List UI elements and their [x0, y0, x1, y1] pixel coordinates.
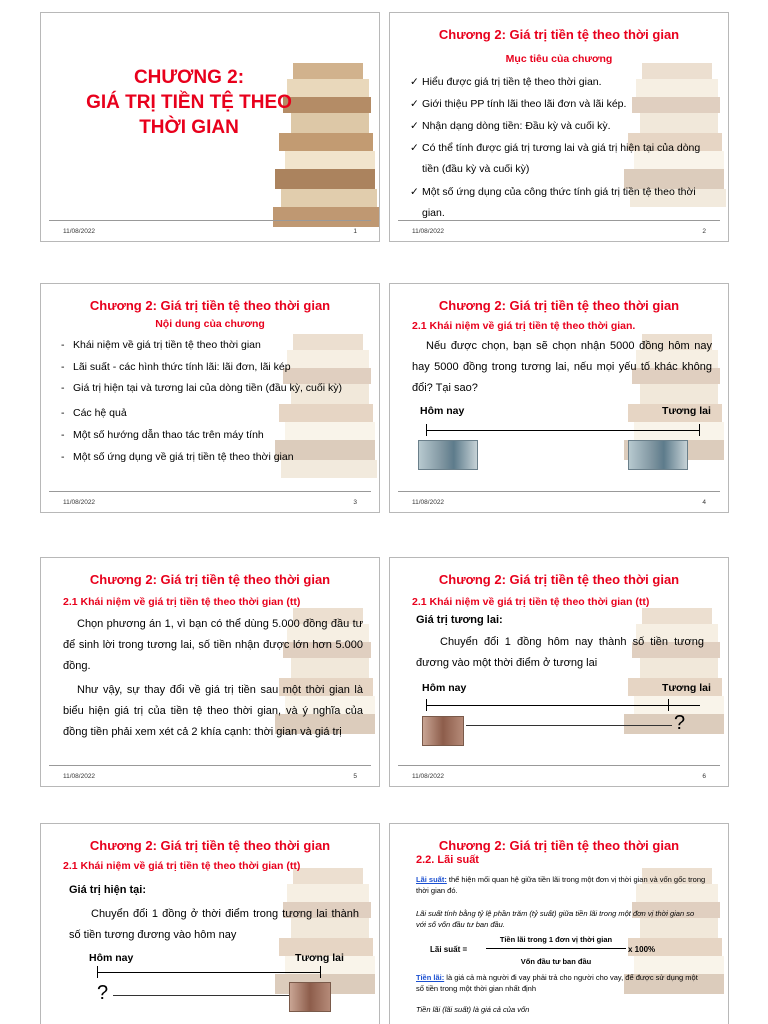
footer-divider [49, 491, 371, 492]
slide-number: 5 [353, 773, 357, 780]
slide-1[interactable] [40, 12, 380, 242]
list-item: - Các hệ quả [61, 407, 127, 419]
footer-divider [49, 220, 371, 221]
list-item: - Giá trị hiện tại và tương lai của dòng tiền (đầu kỳ, cuối kỳ) [61, 382, 342, 394]
timeline-tick-start [426, 699, 427, 711]
formula-denominator: Vốn đầu tư ban đầu [520, 957, 592, 966]
slide-2[interactable] [389, 12, 729, 242]
list-item: - Lãi suất - các hình thức tính lãi: lãi đơn, lãi kép [61, 361, 291, 373]
slide-date: 11/08/2022 [412, 773, 445, 780]
present-value-description: Chuyển đổi 1 đồng ở thời điểm trong tương lai thành số tiền tương đương vào hôm nay [69, 908, 359, 941]
title-line-2: GIÁ TRỊ TIỀN TỆ THEO [86, 92, 292, 113]
subheading: Giá trị tương lai: [416, 614, 503, 626]
timeline-line [426, 705, 700, 706]
list-item: ✓ Giới thiệu PP tính lãi theo lãi đơn và lãi kép. [410, 98, 627, 110]
timeline-tick-start [97, 966, 98, 978]
section-heading: 2.1 Khái niệm về giá trị tiền tệ theo thời gian (tt) [412, 596, 650, 608]
title-line-1: CHƯƠNG 2: [133, 67, 245, 88]
footer-divider [398, 220, 720, 221]
check-icon: ✓ [410, 76, 419, 88]
slide-title: Chương 2: Giá trị tiền tệ theo thời gian [89, 572, 331, 587]
slide-7[interactable] [40, 823, 380, 1024]
today-label: Hôm nay [420, 405, 465, 417]
today-label: Hôm nay [422, 682, 467, 694]
term-interest-rate: Lãi suất: [416, 875, 447, 884]
section-heading: 2.1 Khái niệm về giá trị tiền tệ theo thời gian (tt) [63, 860, 301, 872]
slide-title: Chương 2: Giá trị tiền tệ theo thời gian [89, 838, 331, 853]
unknown-value-mark: ? [674, 712, 686, 734]
slide-title: Chương 2: Giá trị tiền tệ theo thời gian [438, 572, 680, 587]
slide-number: 2 [702, 228, 706, 235]
question-text: Nếu được chọn, bạn sẽ chọn nhận 5000 đồng hôm nay hay 5000 đồng trong tương lai, nếu mọi yếu tố khác không đổi? Tại sao? [412, 340, 712, 394]
slide-number: 6 [702, 773, 706, 780]
future-label: Tương lai [295, 952, 344, 964]
list-item: - Một số ứng dụng về giá trị tiền tệ theo thời gian [61, 451, 294, 463]
interest-rate-definition: Lãi suất: thể hiện mối quan hệ giữa tiền lãi trong một đơn vị thời gian và vốn gốc trong thời gian đó. [416, 875, 706, 895]
slide-8[interactable] [389, 823, 729, 1024]
slide-5[interactable] [40, 557, 380, 787]
banknote-image [422, 716, 464, 746]
slide-3[interactable] [40, 283, 380, 513]
banknote-image [418, 440, 478, 470]
interest-definition: Tiền lãi: là giá cả mà người đi vay phải trả cho người cho vay, để được sử dụng một số tiền trong một thời gian nhất định [416, 973, 698, 993]
section-heading: 2.1 Khái niệm về giá trị tiền tệ theo thời gian. [412, 320, 636, 332]
timeline-tick-end [699, 424, 700, 436]
slide-4[interactable] [389, 283, 729, 513]
slide-subtitle: Mục tiêu của chương [505, 53, 613, 65]
slide-date: 11/08/2022 [63, 773, 96, 780]
footer-divider [398, 491, 720, 492]
banknote-image [628, 440, 688, 470]
section-heading: 2.1 Khái niệm về giá trị tiền tệ theo thời gian (tt) [63, 596, 301, 608]
check-icon: ✓ [410, 98, 419, 110]
unknown-value-mark: ? [97, 982, 109, 1004]
slide-number: 3 [353, 499, 357, 506]
slide-title: Chương 2: Giá trị tiền tệ theo thời gian [438, 27, 680, 42]
slide-number: 4 [702, 499, 706, 506]
footer-divider [398, 765, 720, 766]
list-item: - Khái niệm về giá trị tiền tệ theo thời gian [61, 339, 261, 351]
formula-fraction-bar [486, 948, 626, 949]
today-label: Hôm nay [89, 952, 134, 964]
interest-note: Tiền lãi (lãi suất) là giá cả của vốn [416, 1005, 530, 1014]
slide-number: 1 [353, 228, 357, 235]
list-item: - Một số hướng dẫn thao tác trên máy tính [61, 429, 264, 441]
arrow-line [466, 725, 672, 726]
list-item: ✓ Có thể tính được giá trị tương lai và giá trị hiện tại của dòng tiền (đầu kỳ và cuối kỳ) [410, 138, 714, 180]
formula-lhs: Lãi suất = [430, 945, 468, 954]
check-icon: ✓ [410, 186, 419, 198]
footer-divider [49, 765, 371, 766]
formula-numerator: Tiền lãi trong 1 đơn vị thời gian [499, 935, 613, 944]
subheading: Giá trị hiện tại: [69, 884, 147, 896]
list-item: ✓ Một số ứng dụng của công thức tính giá trị tiền tệ theo thời gian. [410, 182, 714, 224]
formula-rhs: x 100% [628, 945, 656, 954]
slide-title: Chương 2: Giá trị tiền tệ theo thời gian [438, 838, 680, 853]
interest-rate-note: Lãi suất tính bằng tỷ lệ phần trăm (tỷ suất) giữa tiền lãi trong một đơn vị thời gian so với số vốn đầu tư ban đầu. [416, 909, 695, 929]
paragraph-1: Chọn phương án 1, vì bạn có thể dùng 5.000 đồng đầu tư để sinh lời trong tương lai, số tiền nhận được lớn hơn 5.000 đồng. [63, 618, 363, 672]
future-label: Tương lai [662, 405, 711, 417]
list-item: ✓ Nhận dạng dòng tiền: Đầu kỳ và cuối kỳ. [410, 120, 611, 132]
check-icon: ✓ [410, 142, 419, 154]
timeline-tick-start [426, 424, 427, 436]
timeline-tick-end [668, 699, 669, 711]
slide-date: 11/08/2022 [63, 499, 96, 506]
arrow-line [113, 995, 289, 996]
list-item: ✓ Hiểu được giá trị tiền tệ theo thời gian. [410, 76, 602, 88]
slide-date: 11/08/2022 [63, 228, 96, 235]
term-interest: Tiền lãi: [416, 973, 445, 982]
contents-list [61, 338, 365, 472]
timeline-tick-end [320, 966, 321, 978]
slide-date: 11/08/2022 [412, 228, 445, 235]
paragraph-2: Như vậy, sự thay đổi về giá trị tiền sau một thời gian là biểu hiện giá trị của tiền tệ theo thời gian, và ý nghĩa của đồng tiền phải xem xét cả 2 khía cạnh: thời gian và giá trị [63, 684, 363, 738]
slide-6[interactable] [389, 557, 729, 787]
slide-title: Chương 2: Giá trị tiền tệ theo thời gian [89, 298, 331, 313]
objectives-list [410, 75, 714, 232]
title-line-3: THỜI GIAN [139, 117, 239, 138]
future-value-description: Chuyển đổi 1 đồng hôm nay thành số tiền tương đương vào một thời điểm ở tương lai [416, 636, 704, 669]
timeline-line [426, 430, 700, 431]
check-icon: ✓ [410, 120, 419, 132]
slide-title: Chương 2: Giá trị tiền tệ theo thời gian [438, 298, 680, 313]
timeline-line [97, 972, 321, 973]
future-label: Tương lai [662, 682, 711, 694]
section-heading: 2.2. Lãi suất [416, 854, 479, 866]
slide-date: 11/08/2022 [412, 499, 445, 506]
slide-subtitle: Nội dung của chương [155, 318, 265, 330]
banknote-image [289, 982, 331, 1012]
